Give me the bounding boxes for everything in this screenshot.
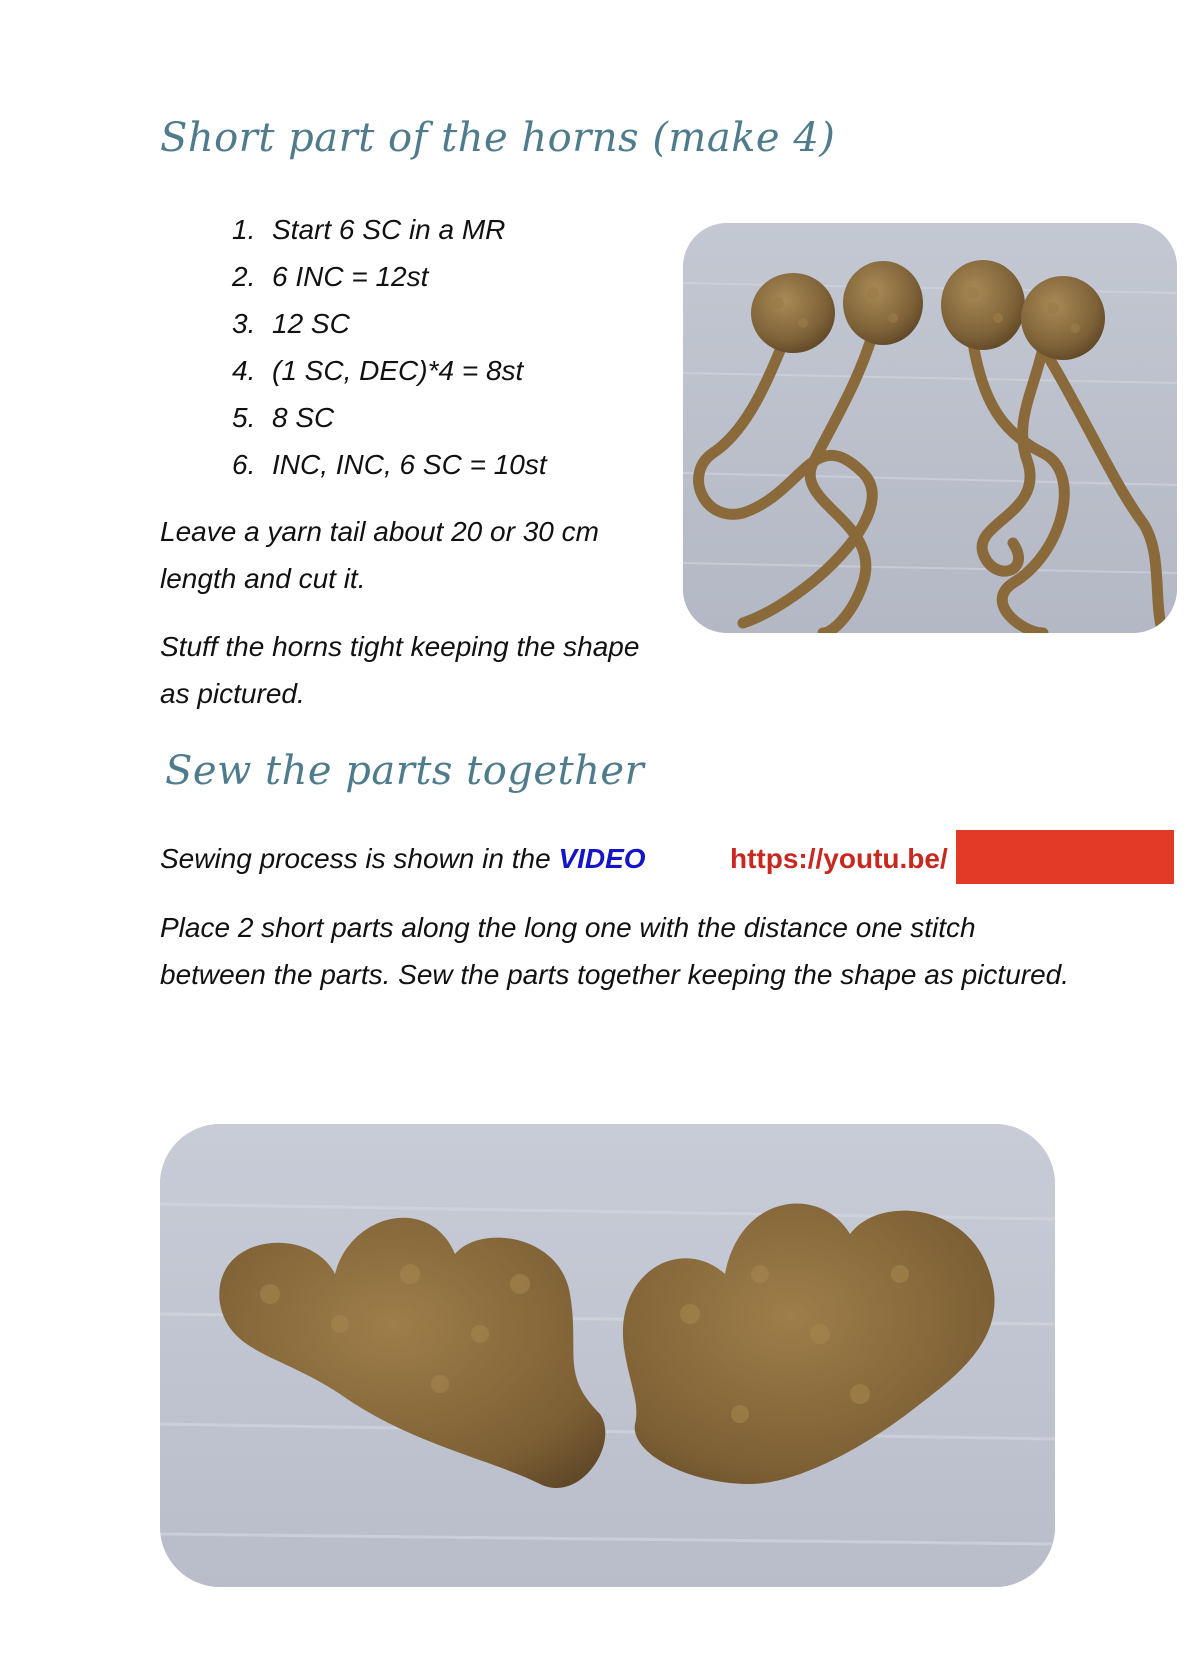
step-list [232,206,547,488]
redaction-box [956,830,1174,884]
step-text: 12 SC [272,308,350,339]
step-number: 5. [232,402,256,433]
step-item [232,206,547,253]
youtube-link[interactable]: https://youtu.be/ [730,843,948,874]
step-item [232,441,547,488]
placement-instruction: Place 2 short parts along the long one with the distance one stitch between the parts. Sew the parts together keeping the shape as pictured. [160,912,1070,990]
step-number: 2. [232,261,256,292]
step-item [232,394,547,441]
step-number: 4. [232,355,256,386]
step-text: (1 SC, DEC)*4 = 8st [272,355,524,386]
step-text: 8 SC [272,402,335,433]
sewing-text: Sewing process is shown in the [160,843,559,874]
step-text: 6 INC = 12st [272,261,429,292]
stuff-instruction: Stuff the horns tight keeping the shape as pictured. [160,631,640,709]
section-title-sew: Sew the parts together [165,748,645,794]
step-number: 6. [232,449,256,480]
step-item [232,347,547,394]
step-text: INC, INC, 6 SC = 10st [272,449,547,480]
step-number: 1. [232,214,256,245]
step-item [232,253,547,300]
step-text: Start 6 SC in a MR [272,214,506,245]
section-title-short-horns: Short part of the horns (make 4) [160,115,836,161]
video-label[interactable]: VIDEO [558,843,646,874]
step-item [232,300,547,347]
step-number: 3. [232,308,256,339]
assembled-horns-photo [160,1124,1055,1587]
short-horn-parts-photo [683,223,1177,633]
yarn-tail-instruction: Leave a yarn tail about 20 or 30 cm length and cut it. [160,516,599,594]
sewing-video-line [160,835,646,882]
